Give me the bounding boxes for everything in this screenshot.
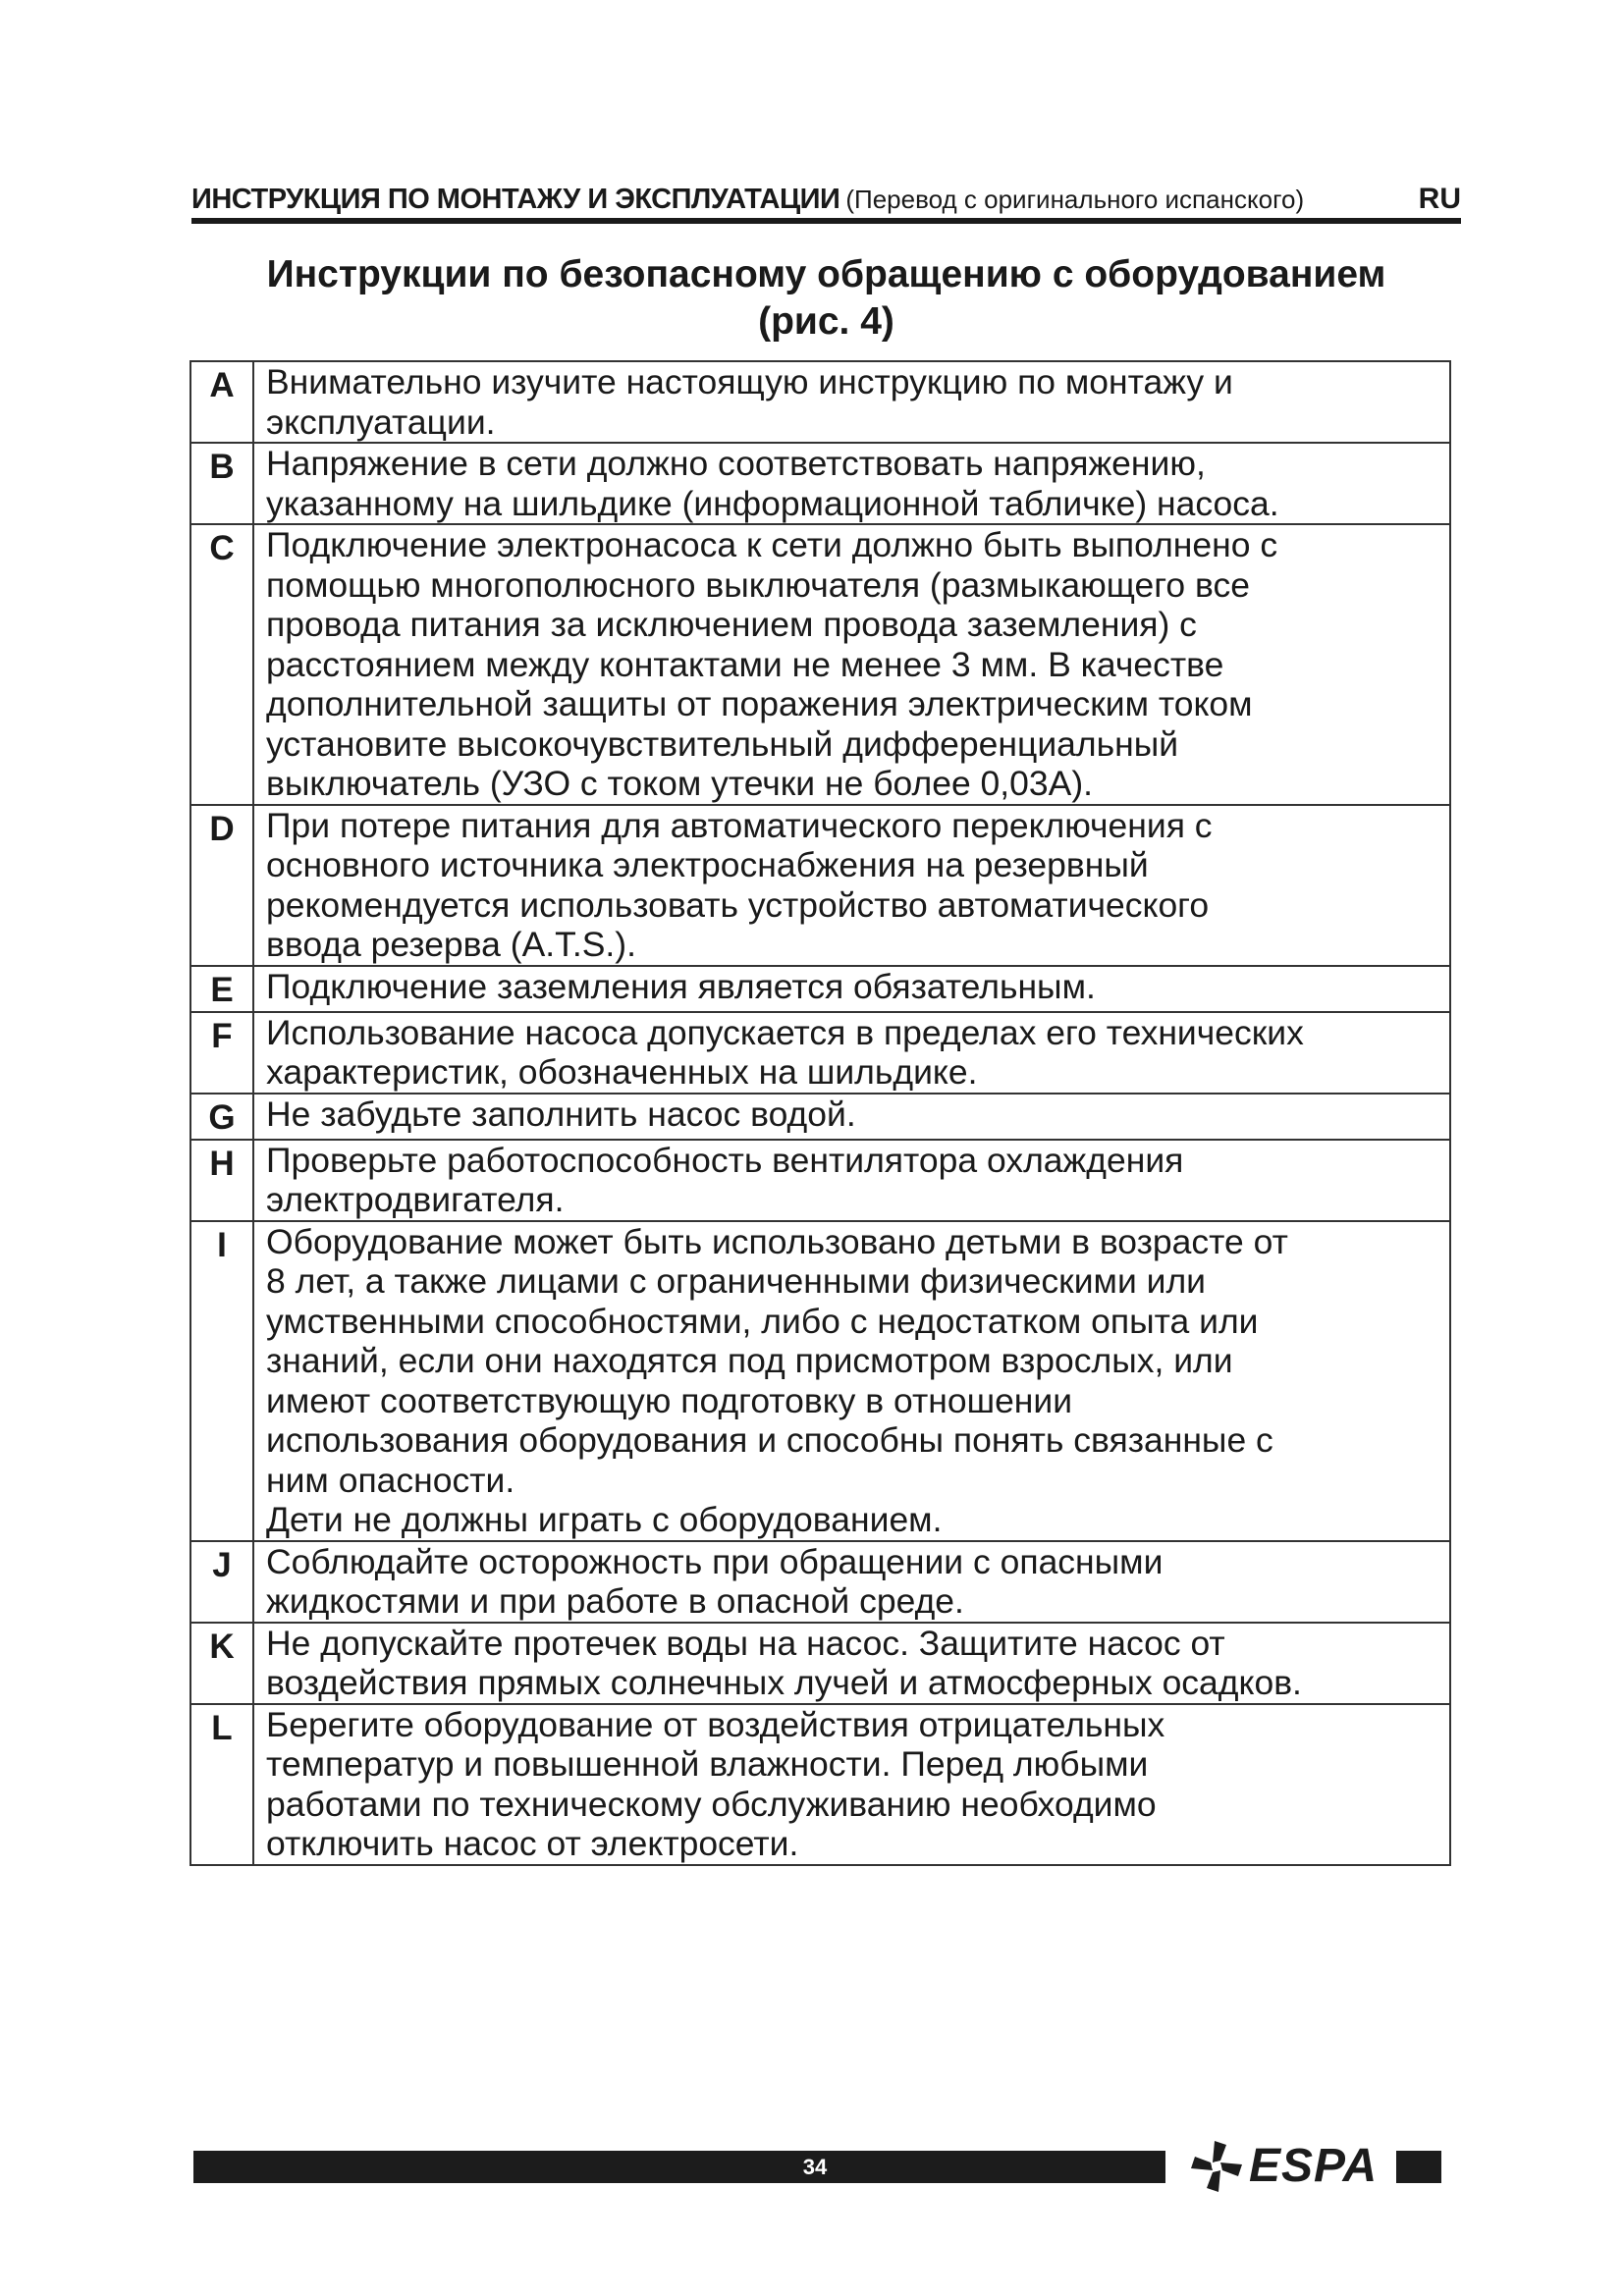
row-text [253,1704,1450,1865]
row-text [253,966,1450,1012]
footer-bar [193,2151,1165,2183]
row-letter: L [190,1704,253,1865]
section-title-line-1: Инструкции по безопасному обращению с оборудованием [266,253,1386,295]
row-letter: B [190,443,253,524]
safety-row-f [190,1012,1450,1094]
row-text-line: ним опасности. [266,1460,515,1500]
row-text-line: Не забудьте заполнить насос водой. [266,1094,856,1134]
row-text-line: Не допускайте протечек воды на насос. Защитите насос от [266,1623,1225,1663]
safety-row-e [190,966,1450,1012]
row-letter: A [190,361,253,443]
row-text-line: использования оборудования и способны понять связанные с [266,1420,1273,1460]
row-text [253,443,1450,524]
header-title: ИНСТРУКЦИЯ ПО МОНТАЖУ И ЭКСПЛУАТАЦИИ [191,184,840,215]
safety-table-body [190,361,1450,1865]
row-text-line: указанному на шильдике (информационной табличке) насоса. [266,483,1279,523]
safety-row-d [190,805,1450,966]
page-header [191,185,1461,224]
row-text [253,1140,1450,1221]
row-text [253,1094,1450,1140]
row-text-line: расстоянием между контактами не менее 3 мм. В качестве [266,644,1224,684]
row-text-line: работами по техническому обслуживанию необходимо [266,1784,1157,1824]
row-text-line: Подключение электронасоса к сети должно быть выполнено с [266,525,1278,564]
safety-row-a [190,361,1450,443]
row-letter: F [190,1012,253,1094]
row-letter: K [190,1623,253,1704]
row-text [253,1623,1450,1704]
row-text-line: воздействия прямых солнечных лучей и атмосферных осадков. [266,1663,1302,1702]
espa-logo-text: ESPA [1249,2140,1379,2192]
safety-instructions-table [189,360,1451,1866]
row-text-line: Дети не должны играть с оборудованием. [266,1500,943,1539]
row-text-line: электродвигателя. [266,1180,565,1219]
row-text-line: рекомендуется использовать устройство автоматического [266,884,1210,925]
espa-logo [1178,2136,1394,2197]
row-letter: J [190,1541,253,1623]
row-text-line: Использование насоса допускается в пределах его технических [266,1012,1304,1052]
row-text [253,524,1450,805]
row-text-line: знаний, если они находятся под присмотром взрослых, или [266,1341,1233,1380]
footer-bar-end [1396,2151,1441,2183]
row-text [253,361,1450,443]
safety-row-k [190,1623,1450,1704]
row-text-line: помощью многополюсного выключателя (размыкающего все [266,564,1250,605]
row-text-line: Напряжение в сети должно соответствовать напряжению, [266,444,1206,483]
row-text-line: температур и повышенной влажности. Перед любыми [266,1744,1149,1784]
row-text-line: При потере питания для автоматического переключения с [266,805,1213,845]
row-text [253,1541,1450,1623]
row-text-line: провода питания за исключением провода заземления) с [266,605,1197,644]
row-letter: G [190,1094,253,1140]
row-letter: C [190,524,253,805]
header-subtitle: (Перевод с оригинального испанского) [845,185,1305,214]
row-text-line: жидкостями и при работе в опасной среде. [266,1581,964,1621]
row-text [253,805,1450,966]
row-text-line: умственными способностями, либо с недостатком опыта или [266,1301,1259,1341]
section-title [191,251,1461,346]
row-text-line: 8 лет, а также лицами с ограниченными физическими или [266,1261,1207,1301]
safety-row-g [190,1094,1450,1140]
row-letter: H [190,1140,253,1221]
row-text-line: дополнительной защиты от поражения электрическим током [266,684,1253,723]
safety-row-h [190,1140,1450,1221]
row-text-line: выключатель (УЗО с током утечки не более 0,03А). [266,764,1094,803]
safety-row-l [190,1704,1450,1865]
safety-row-j [190,1541,1450,1623]
row-text-line: Берегите оборудование от воздействия отрицательных [266,1704,1165,1744]
row-text-line: Оборудование может быть использовано детьми в возрасте от [266,1221,1288,1261]
section-title-line-2: (рис. 4) [758,300,894,343]
safety-row-i [190,1221,1450,1541]
row-text-line: основного источника электроснабжения на резервный [266,845,1149,884]
row-text-line: Соблюдайте осторожность при обращении с опасными [266,1541,1164,1581]
row-text [253,1221,1450,1541]
row-text-line: Проверьте работоспособность вентилятора охлаждения [266,1140,1184,1180]
row-text-line: эксплуатации. [266,401,496,442]
header-language: RU [1418,183,1461,215]
row-text-line: ввода резерва (A.T.S.). [266,925,636,964]
row-letter: D [190,805,253,966]
row-text-line: характеристик, обозначенных на шильдике. [266,1052,978,1092]
row-text-line: Внимательно изучите настоящую инструкцию по монтажу и [266,362,1233,401]
row-text-line: Подключение заземления является обязательным. [266,966,1096,1006]
page-number: 34 [802,2155,828,2179]
row-text [253,1012,1450,1094]
espa-pinwheel-icon [1188,2138,1245,2195]
row-text-line: отключить насос от электросети. [266,1824,799,1863]
safety-row-b [190,443,1450,524]
row-text-line: имеют соответствующую подготовку в отношении [266,1380,1073,1420]
safety-row-c [190,524,1450,805]
row-text-line: установите высокочувствительный дифференциальный [266,723,1179,764]
row-letter: I [190,1221,253,1541]
row-letter: E [190,966,253,1012]
